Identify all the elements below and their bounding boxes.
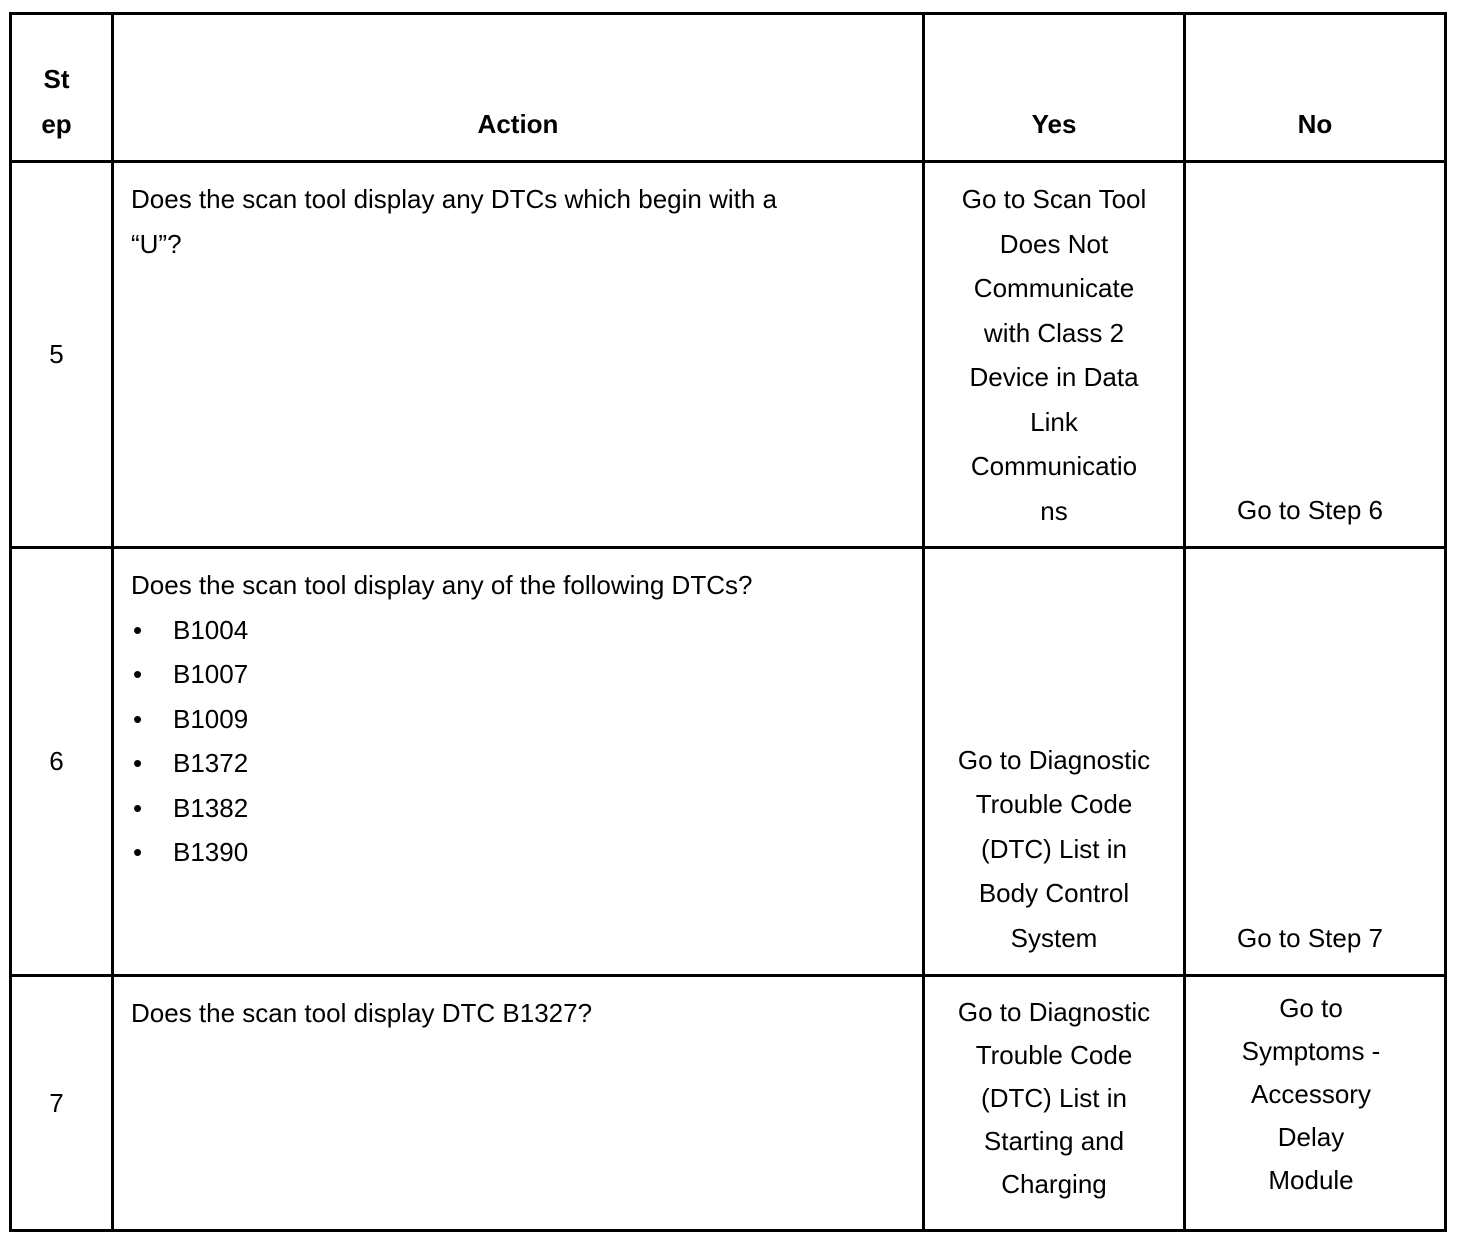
list-item: • B1372	[131, 741, 908, 786]
list-item: • B1004	[131, 608, 908, 653]
diagnostic-table	[9, 12, 1447, 1232]
action-text: Does the scan tool display any DTCs which begin with a “U”?	[113, 162, 924, 548]
no-link[interactable]: Go to Step 7	[1185, 548, 1446, 976]
list-item: • B1007	[131, 652, 908, 697]
header-row	[11, 14, 1446, 162]
bullet-icon: •	[133, 837, 143, 867]
step-number: 7	[11, 976, 113, 1231]
list-item: • B1382	[131, 786, 908, 831]
header-yes: Yes	[924, 14, 1185, 162]
step-number: 6	[11, 548, 113, 976]
no-link[interactable]: Go to Step 6	[1185, 162, 1446, 548]
yes-link[interactable]: Go to Scan Tool Does Not Communicate with Class 2 Device in Data Link Communicatio ns	[924, 162, 1185, 548]
action-text: Does the scan tool display DTC B1327?	[113, 976, 924, 1231]
bullet-icon: •	[133, 792, 143, 823]
no-link[interactable]: Go to Symptoms - Accessory Delay Module	[1185, 976, 1446, 1231]
bullet-icon: •	[133, 748, 143, 778]
header-step: St ep	[11, 14, 113, 162]
yes-link[interactable]: Go to Diagnostic Trouble Code (DTC) List in Starting and Charging	[924, 976, 1185, 1231]
bullet-icon: •	[133, 703, 143, 734]
yes-link[interactable]: Go to Diagnostic Trouble Code (DTC) List in Body Control System	[924, 548, 1185, 976]
list-item: • B1009	[131, 697, 908, 742]
dtc-list	[131, 608, 908, 875]
list-item: • B1390	[131, 830, 908, 875]
step-number: 5	[11, 162, 113, 548]
header-no: No	[1185, 14, 1446, 162]
header-action: Action	[113, 14, 924, 162]
table-row	[11, 162, 1446, 548]
action-text: Does the scan tool display any of the following DTCs? • B1004 • B1007 • B1009 • B1372 • B1382 • B1390	[113, 548, 924, 976]
table-row	[11, 976, 1446, 1231]
bullet-icon: •	[133, 659, 143, 689]
bullet-icon: •	[133, 614, 143, 645]
table-row	[11, 548, 1446, 976]
